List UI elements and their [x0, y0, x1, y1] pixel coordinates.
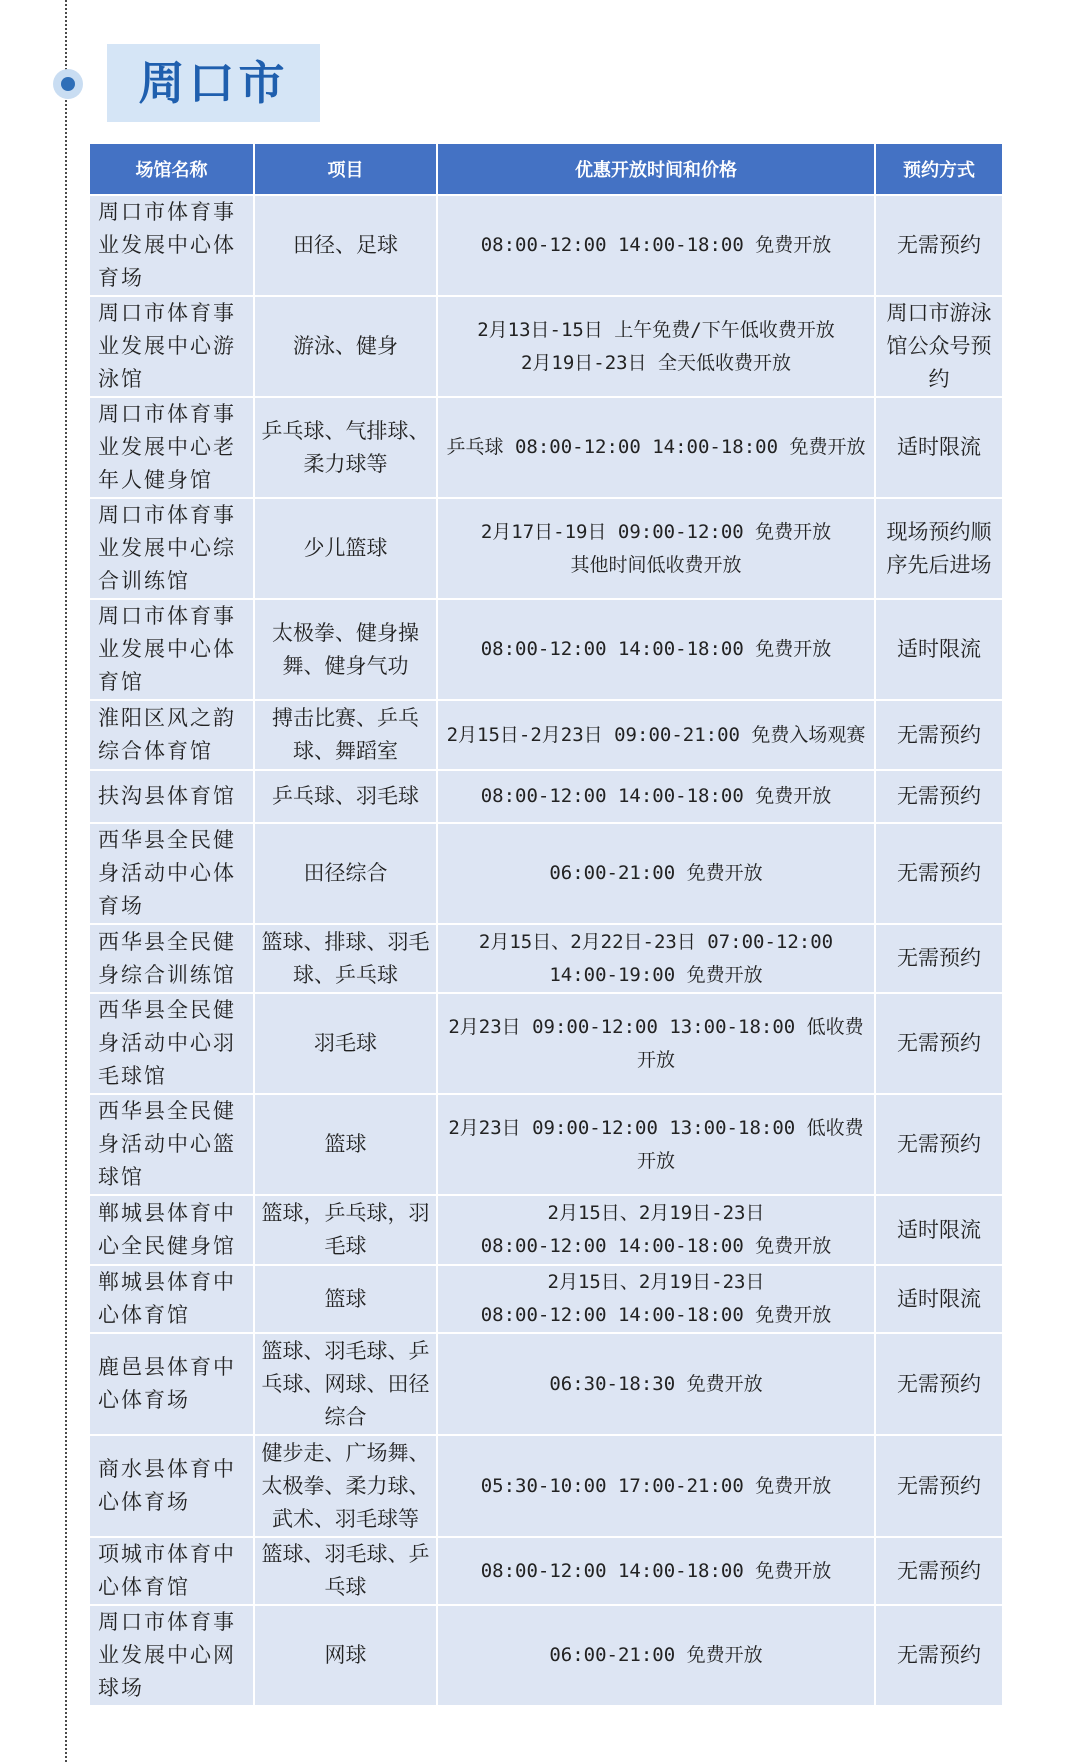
venue-name: 西华县全民健身活动中心篮球馆 [89, 1094, 254, 1195]
venue-name: 周口市体育事业发展中心体育场 [89, 195, 254, 296]
table-row [89, 498, 1003, 599]
venue-items: 搏击比赛、乒乓球、舞蹈室 [254, 700, 437, 770]
header-items: 项目 [254, 143, 437, 195]
venue-schedule: 06:00-21:00 免费开放 [437, 823, 875, 924]
table-row [89, 1195, 1003, 1265]
section-bullet-icon [53, 69, 83, 99]
table-row [89, 296, 1003, 397]
venue-schedule: 2月15日、2月19日-23日 08:00-12:00 14:00-18:00 免费开放 [437, 1195, 875, 1265]
table-row [89, 1605, 1003, 1706]
venue-booking: 无需预约 [875, 823, 1003, 924]
venue-booking: 周口市游泳馆公众号预约 [875, 296, 1003, 397]
venue-booking: 无需预约 [875, 1094, 1003, 1195]
city-heading: 周口市 [107, 44, 320, 122]
venue-items: 游泳、健身 [254, 296, 437, 397]
venue-name: 鹿邑县体育中心体育场 [89, 1333, 254, 1435]
venue-schedule: 2月23日 09:00-12:00 13:00-18:00 低收费开放 [437, 993, 875, 1094]
venue-schedule: 2月15日、2月19日-23日 08:00-12:00 14:00-18:00 免费开放 [437, 1265, 875, 1333]
header-venue: 场馆名称 [89, 143, 254, 195]
venue-name: 周口市体育事业发展中心综合训练馆 [89, 498, 254, 599]
venue-name: 周口市体育事业发展中心网球场 [89, 1605, 254, 1706]
venue-items: 篮球，乒乓球，羽毛球 [254, 1195, 437, 1265]
header-booking: 预约方式 [875, 143, 1003, 195]
venue-items: 田径、足球 [254, 195, 437, 296]
venue-items: 网球 [254, 1605, 437, 1706]
venue-schedule: 2月15日-2月23日 09:00-21:00 免费入场观赛 [437, 700, 875, 770]
timeline-dotted-line [65, 0, 67, 1762]
venue-table [88, 142, 1004, 1707]
table-row [89, 924, 1003, 993]
venue-booking: 现场预约顺序先后进场 [875, 498, 1003, 599]
table-row [89, 1094, 1003, 1195]
venue-booking: 无需预约 [875, 700, 1003, 770]
venue-schedule: 乒乓球 08:00-12:00 14:00-18:00 免费开放 [437, 397, 875, 498]
venue-booking: 无需预约 [875, 1605, 1003, 1706]
table-header-row [89, 143, 1003, 195]
venue-booking: 适时限流 [875, 1195, 1003, 1265]
table-row [89, 823, 1003, 924]
venue-schedule: 06:30-18:30 免费开放 [437, 1333, 875, 1435]
venue-booking: 无需预约 [875, 195, 1003, 296]
venue-name: 郸城县体育中心体育馆 [89, 1265, 254, 1333]
venue-name: 项城市体育中心体育馆 [89, 1537, 254, 1605]
table-row [89, 993, 1003, 1094]
venue-items: 太极拳、健身操舞、健身气功 [254, 599, 437, 700]
venue-schedule: 2月15日、2月22日-23日 07:00-12:00 14:00-19:00 免费开放 [437, 924, 875, 993]
venue-booking: 无需预约 [875, 1435, 1003, 1537]
venue-name: 周口市体育事业发展中心游泳馆 [89, 296, 254, 397]
table-row [89, 397, 1003, 498]
venue-name: 西华县全民健身综合训练馆 [89, 924, 254, 993]
table-row [89, 700, 1003, 770]
venue-booking: 无需预约 [875, 993, 1003, 1094]
venue-items: 羽毛球 [254, 993, 437, 1094]
venue-items: 篮球、羽毛球、乒乓球、网球、田径综合 [254, 1333, 437, 1435]
venue-booking: 无需预约 [875, 770, 1003, 823]
table-row [89, 770, 1003, 823]
venue-booking: 无需预约 [875, 1333, 1003, 1435]
table-row [89, 1435, 1003, 1537]
venue-schedule: 05:30-10:00 17:00-21:00 免费开放 [437, 1435, 875, 1537]
table-row [89, 1265, 1003, 1333]
venue-items: 篮球、排球、羽毛球、乒乓球 [254, 924, 437, 993]
venue-items: 健步走、广场舞、太极拳、柔力球、武术、羽毛球等 [254, 1435, 437, 1537]
venue-items: 田径综合 [254, 823, 437, 924]
venue-items: 篮球、羽毛球、乒乓球 [254, 1537, 437, 1605]
table-row [89, 195, 1003, 296]
header-schedule: 优惠开放时间和价格 [437, 143, 875, 195]
venue-booking: 适时限流 [875, 599, 1003, 700]
venue-items: 篮球 [254, 1094, 437, 1195]
venue-name: 周口市体育事业发展中心体育馆 [89, 599, 254, 700]
venue-name: 淮阳区风之韵综合体育馆 [89, 700, 254, 770]
venue-name: 商水县体育中心体育场 [89, 1435, 254, 1537]
venue-booking: 无需预约 [875, 1537, 1003, 1605]
table-row [89, 1333, 1003, 1435]
venue-booking: 适时限流 [875, 397, 1003, 498]
venue-booking: 适时限流 [875, 1265, 1003, 1333]
venue-schedule: 08:00-12:00 14:00-18:00 免费开放 [437, 770, 875, 823]
venue-name: 西华县全民健身活动中心羽毛球馆 [89, 993, 254, 1094]
venue-name: 西华县全民健身活动中心体育场 [89, 823, 254, 924]
venue-items: 乒乓球、羽毛球 [254, 770, 437, 823]
venue-schedule: 08:00-12:00 14:00-18:00 免费开放 [437, 195, 875, 296]
venue-schedule: 2月17日-19日 09:00-12:00 免费开放 其他时间低收费开放 [437, 498, 875, 599]
venue-schedule: 08:00-12:00 14:00-18:00 免费开放 [437, 599, 875, 700]
venue-booking: 无需预约 [875, 924, 1003, 993]
venue-schedule: 2月23日 09:00-12:00 13:00-18:00 低收费开放 [437, 1094, 875, 1195]
table-row [89, 1537, 1003, 1605]
table-row [89, 599, 1003, 700]
venue-schedule: 08:00-12:00 14:00-18:00 免费开放 [437, 1537, 875, 1605]
venue-items: 少儿篮球 [254, 498, 437, 599]
venue-items: 篮球 [254, 1265, 437, 1333]
venue-name: 周口市体育事业发展中心老年人健身馆 [89, 397, 254, 498]
venue-name: 扶沟县体育馆 [89, 770, 254, 823]
venue-schedule: 2月13日-15日 上午免费/下午低收费开放 2月19日-23日 全天低收费开放 [437, 296, 875, 397]
venue-items: 乒乓球、气排球、柔力球等 [254, 397, 437, 498]
venue-name: 郸城县体育中心全民健身馆 [89, 1195, 254, 1265]
section-bullet-core [61, 77, 75, 91]
venue-schedule: 06:00-21:00 免费开放 [437, 1605, 875, 1706]
